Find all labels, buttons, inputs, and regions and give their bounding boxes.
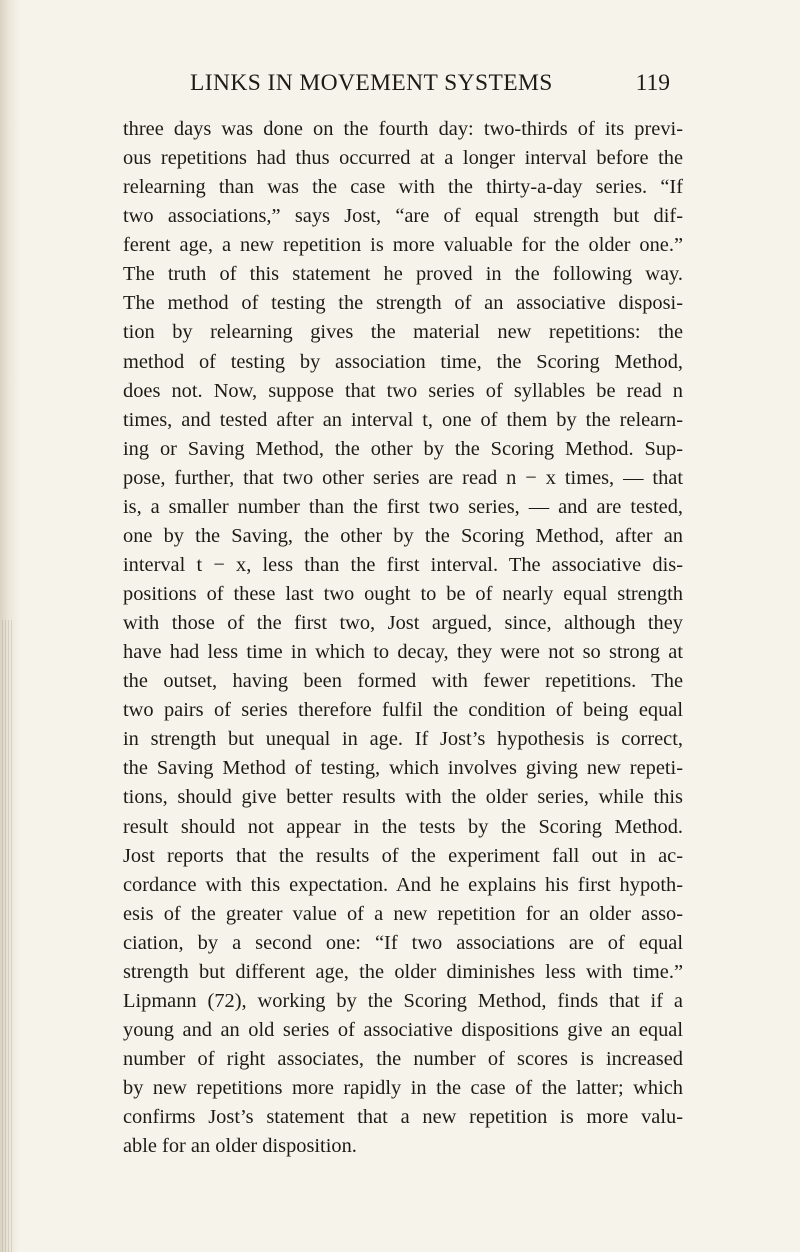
text-line: the outset, having been formed with fewer repetitions. The xyxy=(123,670,683,693)
text-line: two pairs of series therefore fulfil the condition of being equal xyxy=(123,699,683,722)
text-line: tion by relearning gives the material new repetitions: the xyxy=(123,321,683,344)
text-line: The method of testing the strength of an associative disposi- xyxy=(123,292,683,315)
text-line: tions, should give better results with the older series, while this xyxy=(123,786,683,809)
text-line: result should not appear in the tests by the Scoring Method. xyxy=(123,815,683,838)
text-line: able for an older disposition. xyxy=(123,1135,357,1158)
text-line: is, a smaller number than the first two series, — and are tested, xyxy=(123,495,683,518)
text-line: Lipmann (72), working by the Scoring Method, finds that if a xyxy=(123,989,683,1012)
running-head-title: LINKS IN MOVEMENT SYSTEMS xyxy=(190,70,553,96)
text-line: relearning than was the case with the thirty-a-day series. “If xyxy=(123,176,683,199)
text-line: number of right associates, the number of scores is increased xyxy=(123,1048,683,1070)
text-line: by new repetitions more rapidly in the case of the latter; which xyxy=(123,1077,683,1100)
text-line: pose, further, that two other series are read n − x times, — that xyxy=(123,466,683,489)
text-line: ous repetitions had thus occurred at a longer interval before the xyxy=(123,147,683,170)
text-line: the Saving Method of testing, which involves giving new repeti- xyxy=(123,757,683,780)
text-line: young and an old series of associative dispositions give an equal xyxy=(123,1018,683,1041)
text-line: positions of these last two ought to be of nearly equal strength xyxy=(123,583,683,605)
text-line: with those of the first two, Jost argued, since, although they xyxy=(123,612,683,635)
text-line: three days was done on the fourth day: two-thirds of its previ- xyxy=(123,118,683,140)
text-line: Jost reports that the results of the experiment fall out in ac- xyxy=(123,844,683,867)
text-line: strength but different age, the older diminishes less with time.” xyxy=(123,960,683,983)
text-line: ciation, by a second one: “If two associations are of equal xyxy=(123,931,683,954)
text-line: in strength but unequal in age. If Jost’s hypothesis is correct, xyxy=(123,728,683,751)
text-line: does not. Now, suppose that two series of syllables be read n xyxy=(123,379,683,402)
running-head xyxy=(190,70,670,110)
text-line: one by the Saving, the other by the Scoring Method, after an xyxy=(123,524,683,547)
text-line: method of testing by association time, the Scoring Method, xyxy=(123,350,683,373)
page-number: 119 xyxy=(635,70,670,96)
text-line: two associations,” says Jost, “are of equal strength but dif- xyxy=(123,205,683,228)
text-line: esis of the greater value of a new repetition for an older asso- xyxy=(123,902,683,925)
text-line: ing or Saving Method, the other by the Scoring Method. Sup- xyxy=(123,437,683,460)
text-line: The truth of this statement he proved in the following way. xyxy=(123,263,683,286)
text-line: ferent age, a new repetition is more valuable for the older one.” xyxy=(123,234,683,257)
text-line: have had less time in which to decay, they were not so strong at xyxy=(123,641,683,664)
body-paragraph xyxy=(123,115,683,1161)
text-line: interval t − x, less than the first interval. The associative dis- xyxy=(123,553,683,576)
text-line: confirms Jost’s statement that a new repetition is more valu- xyxy=(123,1106,683,1129)
text-line: times, and tested after an interval t, one of them by the relearn- xyxy=(123,408,683,431)
page-edge-lines xyxy=(2,620,12,1252)
text-line: cordance with this expectation. And he explains his first hypoth- xyxy=(123,873,683,896)
